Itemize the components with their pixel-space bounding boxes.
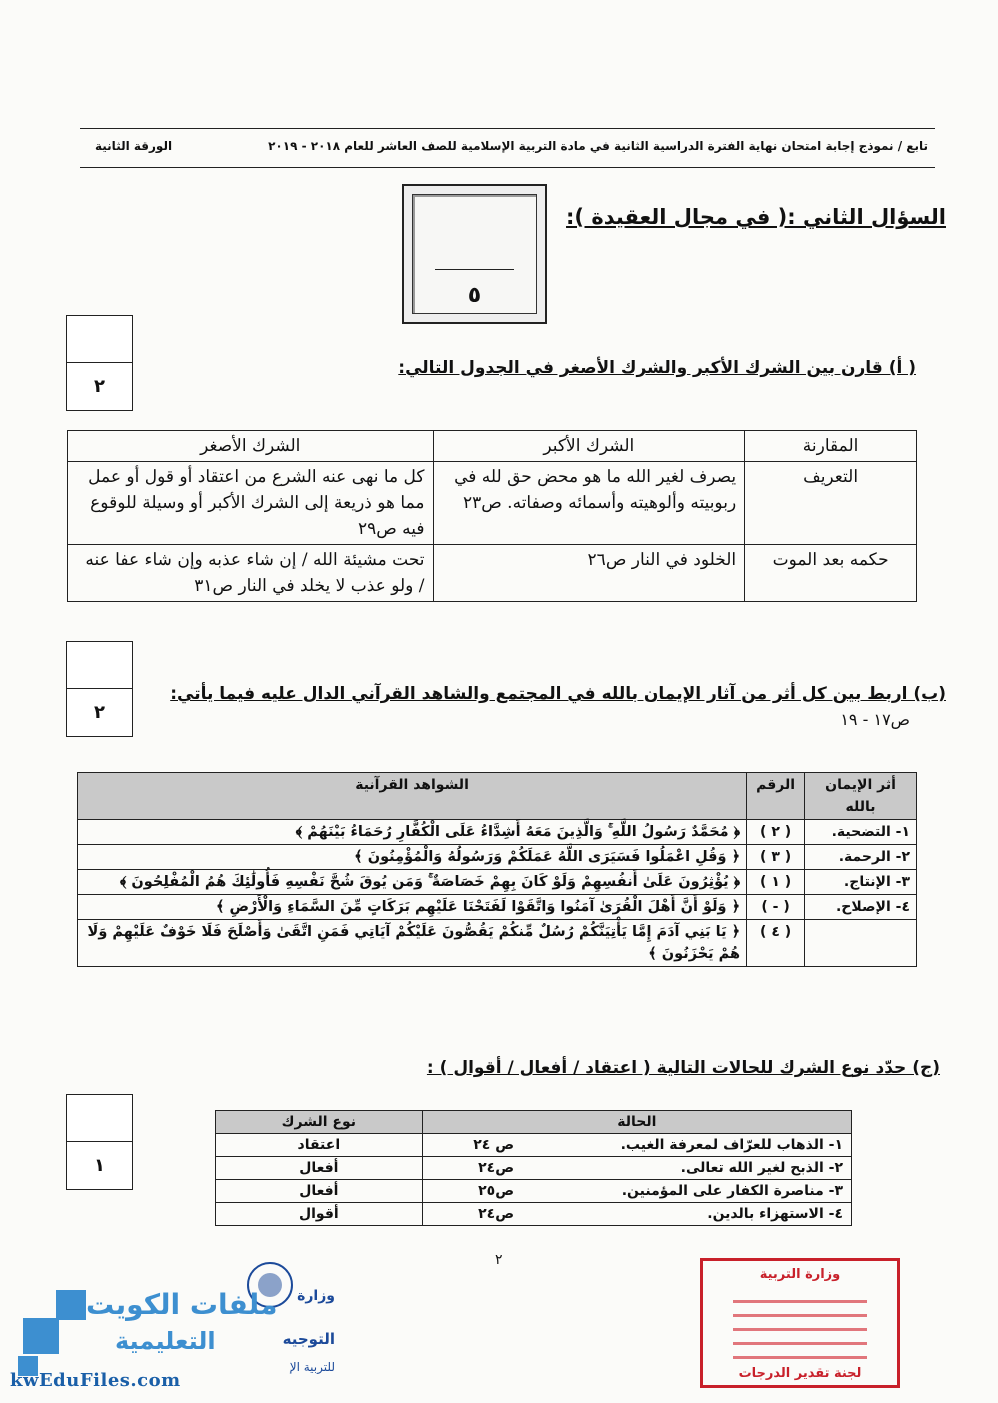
table-row xyxy=(68,545,917,602)
col-header-minor-shirk: الشرك الأصغر xyxy=(68,431,434,462)
table-row xyxy=(78,895,917,920)
committee-stamp xyxy=(700,1258,900,1388)
effect-cell: ٤- الإصلاح. xyxy=(805,895,917,920)
table-row xyxy=(78,820,917,845)
sheet-label: الورقة الثانية xyxy=(95,139,173,153)
score-box-blank xyxy=(67,642,132,689)
major-cell: الخلود في النار ص٢٦ xyxy=(433,545,745,602)
type-cell: أفعال xyxy=(216,1157,423,1180)
row-label: التعريف xyxy=(745,462,917,545)
logo-url[interactable]: kwEduFiles.com xyxy=(10,1370,181,1391)
part-b-page-ref: ص١٧ - ١٩ xyxy=(840,710,910,729)
question-title: السؤال الثاني :( في مجال العقيدة ): xyxy=(566,205,946,229)
col-header-type: نوع الشرك xyxy=(216,1111,423,1134)
table-row xyxy=(68,462,917,545)
effect-cell: ١- التضحية. xyxy=(805,820,917,845)
type-cell: اعتقاد xyxy=(216,1134,423,1157)
grade-box-frame xyxy=(412,194,537,314)
verse-cell: ﴿ يَا بَنِي آدَمَ إِمَّا يَأْتِيَنَّكُمْ رُسُلٌ مِّنكُمْ يَقُصُّونَ عَلَيْكُمْ آيَاتِي فَمَنِ اتَّقَىٰ وَأَصْلَحَ فَلَا خَوْفٌ عَلَيْهِمْ وَلَا هُمْ يَحْزَنُونَ ﴾ xyxy=(78,920,747,967)
logo-title: ملفات الكويت xyxy=(86,1288,278,1321)
ministry-watermark xyxy=(245,1260,335,1390)
number-cell: ( ٣ ) xyxy=(747,845,805,870)
type-cell: أقوال xyxy=(216,1203,423,1226)
effect-cell: ٣- الإنتاج. xyxy=(805,870,917,895)
col-header-verses: الشواهد القرآنية xyxy=(78,773,747,820)
case-cell: ٤- الاستهزاء بالدين. xyxy=(522,1203,851,1226)
table-row xyxy=(216,1180,852,1203)
effect-cell: ٢- الرحمة. xyxy=(805,845,917,870)
page-cell: ص٢٤ xyxy=(422,1203,522,1226)
col-header-major-shirk: الشرك الأكبر xyxy=(433,431,745,462)
verse-cell: ﴿ وَلَوْ أَنَّ أَهْلَ الْقُرَىٰ آمَنُوا وَاتَّقَوْا لَفَتَحْنَا عَلَيْهِم بَرَكَاتٍ مِّنَ السَّمَاءِ وَالْأَرْضِ ﴾ xyxy=(78,895,747,920)
part-c-score-box xyxy=(66,1094,133,1190)
number-cell: ( - ) xyxy=(747,895,805,920)
page-number: ٢ xyxy=(495,1252,503,1268)
stamp-bottom-text: لجنة تقدير الدرجات xyxy=(738,1366,862,1381)
exam-header-title: تابع / نموذج إجابة امتحان نهاية الفترة الدراسية الثانية في مادة التربية الإسلامية للصف العاشر للعام ٢٠١٨ - ٢٠١٩ xyxy=(268,139,928,153)
row-label: حكمه بعد الموت xyxy=(745,545,917,602)
quran-evidence-table xyxy=(77,772,917,967)
col-header-case: الحالة xyxy=(422,1111,851,1134)
stamp-top-text: وزارة التربية xyxy=(759,1267,841,1282)
type-cell: أفعال xyxy=(216,1180,423,1203)
verse-cell: ﴿ وَقُلِ اعْمَلُوا فَسَيَرَى اللَّهُ عَمَلَكُمْ وَرَسُولُهُ وَالْمُؤْمِنُونَ ﴾ xyxy=(78,845,747,870)
major-cell: يصرف لغير الله ما هو محض حق لله في ربوبيته وألوهيته وأسمائه وصفاته. ص٢٣ xyxy=(433,462,745,545)
table-row xyxy=(216,1203,852,1226)
score-box-blank xyxy=(67,1095,132,1142)
number-cell: ( ٢ ) xyxy=(747,820,805,845)
logo-subtitle: التعليمية xyxy=(115,1327,216,1355)
col-header-effect: أثر الإيمان بالله xyxy=(805,773,917,820)
col-header-comparison: المقارنة xyxy=(745,431,917,462)
number-cell: ( ٤ ) xyxy=(747,920,805,967)
table-header-row xyxy=(216,1111,852,1134)
minor-cell: كل ما نهى عنه الشرع من اعتقاد أو قول أو عمل مما هو ذريعة إلى الشرك الأكبر أو وسيلة للوقوع فيه ص٢٩ xyxy=(68,462,434,545)
question-grade-box xyxy=(402,184,547,324)
number-cell: ( ١ ) xyxy=(747,870,805,895)
case-cell: ٢- الذبح لغير الله تعالى. xyxy=(522,1157,851,1180)
part-a-title: ( أ) قارن بين الشرك الأكبر والشرك الأصغر في الجدول التالي: xyxy=(398,358,916,378)
minor-cell: تحت مشيئة الله / إن شاء عذبه وإن شاء عفا عنه / ولو عذب لا يخلد في النار ص٣١ xyxy=(68,545,434,602)
grade-value: ٥ xyxy=(467,283,482,308)
table-row xyxy=(216,1134,852,1157)
stamp-pattern xyxy=(733,1289,867,1359)
part-b-title: (ب) اربط بين كل أثر من آثار الإيمان بالله في المجتمع والشاهد القرآني الدال عليه فيما يأتي: xyxy=(170,684,946,704)
part-a-score: ٢ xyxy=(94,376,105,397)
table-row xyxy=(78,845,917,870)
table-row xyxy=(78,920,917,967)
comparison-table xyxy=(67,430,917,602)
ministry-label: وزارة xyxy=(297,1288,335,1304)
effect-cell xyxy=(805,920,917,967)
kwedufiles-logo-icon xyxy=(18,1290,88,1380)
case-cell: ١- الذهاب للعرّاف لمعرفة الغيب. xyxy=(522,1134,851,1157)
case-cell: ٣- مناصرة الكفار على المؤمنين. xyxy=(522,1180,851,1203)
part-a-score-box xyxy=(66,315,133,411)
table-row xyxy=(216,1157,852,1180)
guidance-label: التوجيه xyxy=(282,1330,335,1348)
grade-divider xyxy=(435,269,514,270)
part-c-title: (ج) حدّد نوع الشرك للحالات التالية ( اعتقاد / أفعال / أقوال ) : xyxy=(426,1058,940,1078)
verse-cell: ﴿ مُحَمَّدٌ رَسُولُ اللَّهِ ۚ وَالَّذِينَ مَعَهُ أَشِدَّاءُ عَلَى الْكُفَّارِ رُحَمَاءُ بَيْنَهُمْ ﴾ xyxy=(78,820,747,845)
page-cell: ص٢٥ xyxy=(422,1180,522,1203)
table-header-row xyxy=(78,773,917,820)
table-header-row xyxy=(68,431,917,462)
col-header-number: الرقم xyxy=(747,773,805,820)
page-cell: ص٢٤ xyxy=(422,1157,522,1180)
part-b-score: ٢ xyxy=(94,702,105,723)
shirk-type-table xyxy=(215,1110,852,1226)
table-row xyxy=(78,870,917,895)
verse-cell: ﴿ يُؤْثِرُونَ عَلَىٰ أَنفُسِهِمْ وَلَوْ كَانَ بِهِمْ خَصَاصَةٌ ۚ وَمَن يُوقَ شُحَّ نَفْسِهِ فَأُولَٰئِكَ هُمُ الْمُفْلِحُونَ ﴾ xyxy=(78,870,747,895)
score-box-blank xyxy=(67,316,132,363)
education-label: للتربية الإ xyxy=(289,1360,335,1374)
part-c-score: ١ xyxy=(94,1155,105,1176)
part-b-score-box xyxy=(66,641,133,737)
page-cell: ص ٢٤ xyxy=(422,1134,522,1157)
